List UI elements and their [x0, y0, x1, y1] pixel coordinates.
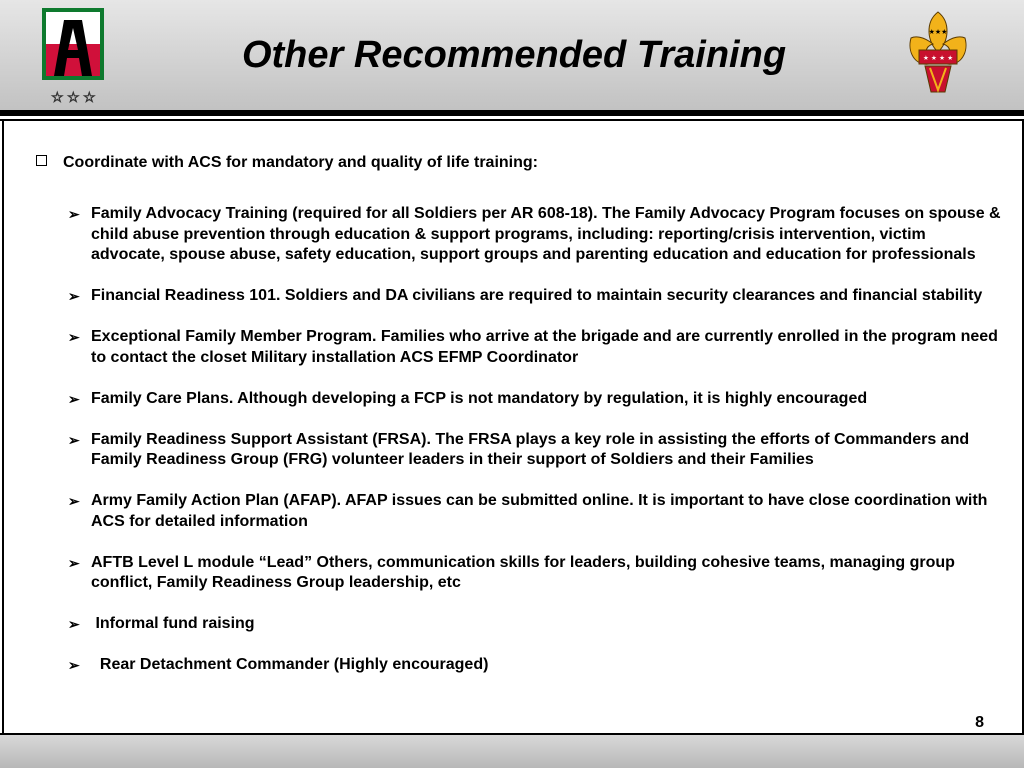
list-item-text: Family Care Plans. Although developing a FCP is not mandatory by regulation, it is highly encouraged: [91, 389, 868, 407]
list-item: [66, 389, 1001, 410]
list-item: [66, 655, 1001, 676]
main-bullet: [36, 153, 996, 173]
svg-text:★ ★ ★ ★: ★ ★ ★ ★: [922, 54, 954, 62]
list-item: [66, 327, 1001, 368]
arrow-bullet-icon: ➢: [68, 657, 80, 673]
arrow-bullet-icon: ➢: [68, 390, 80, 407]
list-item: [66, 286, 1001, 307]
list-item-text: Financial Readiness 101. Soldiers and DA civilians are required to maintain security clearances and financial stability: [91, 287, 983, 304]
arrow-bullet-icon: ➢: [68, 288, 80, 304]
list-item-text: Exceptional Family Member Program. Families who arrive at the brigade and are currently enrolled in the program need to contact the closet Military installation ACS EFMP Coordinator: [91, 328, 998, 366]
checkbox-bullet-icon: [36, 155, 47, 166]
list-item-text: Informal fund raising: [91, 615, 255, 632]
arrow-bullet-icon: ➢: [68, 554, 80, 571]
list-item-text: Army Family Action Plan (AFAP). AFAP issues can be submitted online. It is important to have close coordination with ACS for detailed information: [91, 492, 988, 530]
list-item: [66, 204, 1001, 266]
fleur-de-lis-insignia-icon: [905, 8, 971, 98]
arrow-bullet-icon: ➢: [68, 431, 80, 448]
list-item: [66, 430, 1001, 471]
list-item: [66, 614, 1001, 635]
list-item-text: AFTB Level L module “Lead” Others, communication skills for leaders, building cohesive teams, managing group conflict, Family Readiness Group leadership, etc: [91, 553, 955, 591]
list-item-text: Family Advocacy Training (required for all Soldiers per AR 608-18). The Family Advocacy Program focuses on spouse & child abuse prevention through education & support programs, including: reporting/crisis intervention, victim advocate, spouse abuse, safety education, support groups and parenting education and education for professionals: [91, 205, 1001, 263]
arrow-bullet-icon: ➢: [68, 616, 80, 632]
arrow-bullet-icon: ➢: [68, 329, 80, 345]
arrow-bullet-icon: ➢: [68, 493, 80, 509]
slide-footer: [0, 733, 1024, 768]
list-item-text: Family Readiness Support Assistant (FRSA). The FRSA plays a key role in assisting the efforts of Commanders and Family Readiness Group (FRG) volunteer leaders in their support of Soldiers and their Families: [91, 430, 970, 468]
page-number: 8: [975, 714, 984, 731]
main-bullet-text: Coordinate with ACS for mandatory and quality of life training:: [63, 154, 538, 171]
first-infantry-division-logo: [905, 8, 971, 98]
svg-text:☆: ☆: [67, 90, 80, 106]
sub-bullet-list: [66, 204, 1001, 676]
svg-text:☆: ☆: [51, 90, 64, 106]
list-item-text: Rear Detachment Commander (Highly encouraged): [91, 656, 489, 673]
slide-title: Other Recommended Training: [241, 34, 787, 76]
arrow-bullet-icon: ➢: [68, 206, 80, 222]
svg-text:★★★: ★★★: [928, 28, 948, 36]
list-item: [66, 553, 1001, 594]
list-item: [66, 491, 1001, 532]
svg-text:☆: ☆: [83, 90, 96, 106]
header-divider: [0, 110, 1024, 116]
